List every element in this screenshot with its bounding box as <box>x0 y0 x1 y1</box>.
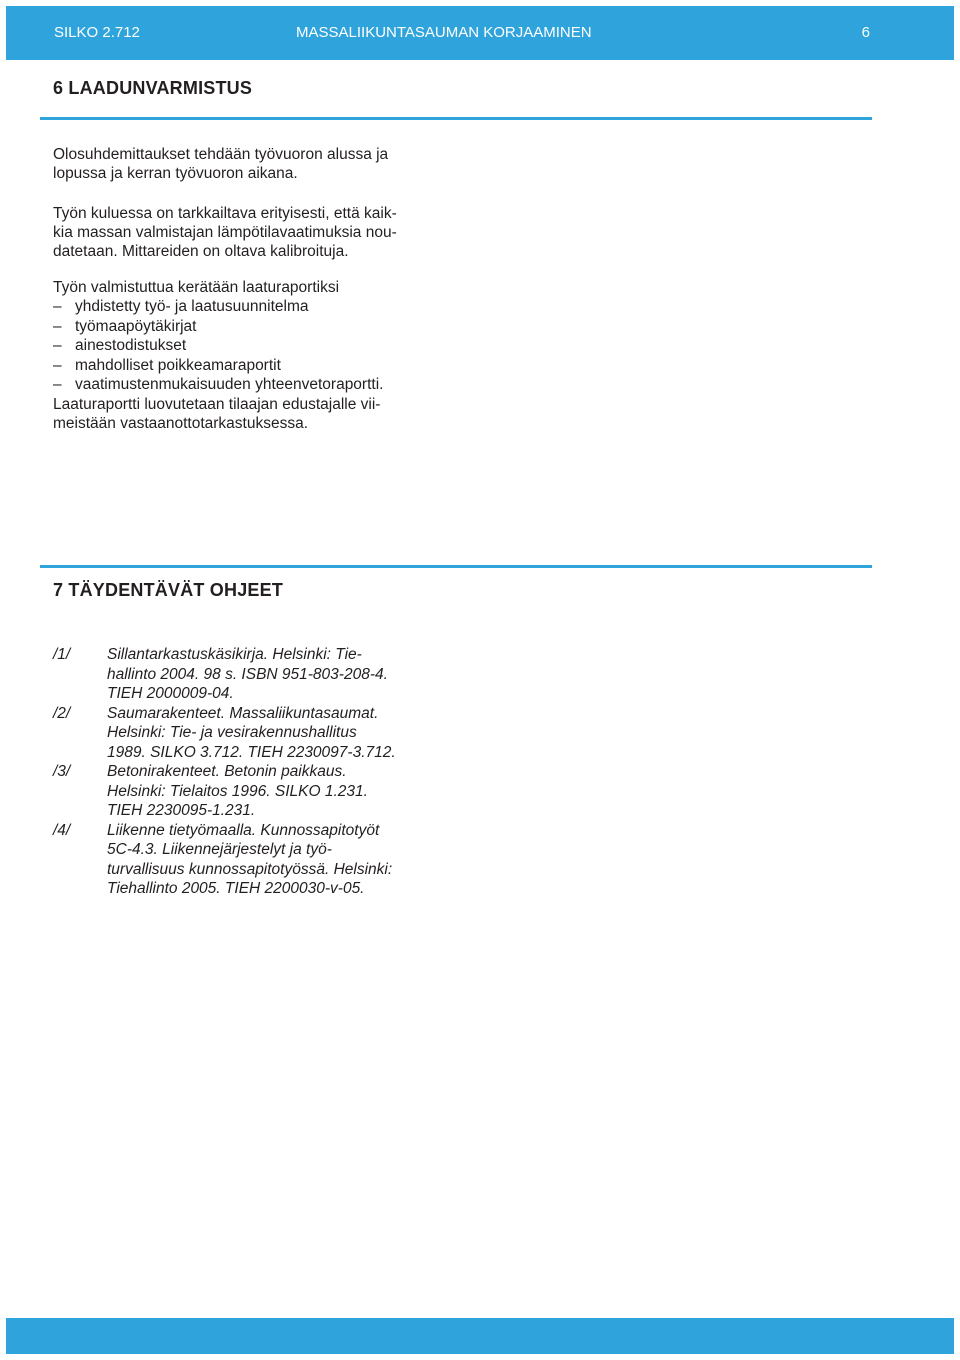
dash-bullet: – <box>53 337 62 354</box>
paragraph-line: Olosuhdemittaukset tehdään työvuoron alussa ja <box>53 146 389 163</box>
list-item <box>53 336 383 356</box>
dash-bullet: – <box>53 317 62 335</box>
section-divider <box>40 117 872 120</box>
list-item-text: yhdistetty työ- ja laatusuunnitelma <box>75 298 309 315</box>
reference-line: Helsinki: Tie- ja vesirakennushallitus <box>107 724 357 741</box>
reference-number: /1/ <box>53 646 71 663</box>
section-divider <box>40 565 872 568</box>
reference-line: TIEH 2000009-04. <box>107 685 234 702</box>
page-header-band <box>6 6 954 60</box>
paragraph-line: Työn kuluessa on tarkkailtava erityisesti, että kaik- <box>53 205 397 222</box>
list-item <box>53 356 383 376</box>
section-7-heading: 7 TÄYDENTÄVÄT OHJEET <box>53 580 284 600</box>
dash-bullet: – <box>53 298 62 315</box>
list-item <box>53 375 383 395</box>
reference-line: 5C-4.3. Liikennejärjestelyt ja työ- <box>107 841 332 858</box>
document-title: MASSALIIKUNTASAUMAN KORJAAMINEN <box>296 24 592 41</box>
reference-list <box>53 645 457 899</box>
list-item <box>53 297 383 317</box>
reference-line: Betonirakenteet. Betonin paikkaus. <box>107 763 347 780</box>
reference-line: TIEH 2230095-1.231. <box>107 802 256 819</box>
reference-item <box>53 645 457 704</box>
reference-line: Helsinki: Tielaitos 1996. SILKO 1.231. <box>107 782 368 800</box>
reference-line: turvallisuus kunnossapitotyössä. Helsinki: <box>107 860 393 878</box>
paragraph-line: kia massan valmistajan lämpötilavaatimuksia nou- <box>53 224 397 241</box>
reference-number: /2/ <box>53 704 71 722</box>
reference-line: 1989. SILKO 3.712. TIEH 2230097-3.712. <box>107 743 396 761</box>
paragraph-conditions <box>53 145 473 183</box>
list-item-text: mahdolliset poikkeamaraportit <box>75 356 281 374</box>
reference-item <box>53 762 457 821</box>
paragraph-report-handover <box>53 395 473 433</box>
list-item-text: työmaapöytäkirjat <box>75 317 197 335</box>
list-item <box>53 317 383 337</box>
paragraph-monitoring <box>53 204 473 261</box>
list-item-text: vaatimustenmukaisuuden yhteenvetoraportti. <box>75 376 384 393</box>
reference-number: /3/ <box>53 763 71 780</box>
paragraph-line: meistään vastaanottotarkastuksessa. <box>53 415 309 432</box>
list-item-text: ainestodistukset <box>75 337 187 354</box>
reference-line: hallinto 2004. 98 s. ISBN 951-803-208-4. <box>107 665 388 683</box>
section-6-heading: 6 LAADUNVARMISTUS <box>53 78 253 98</box>
paragraph-line: Laaturaportti luovutetaan tilaajan edustajalle vii- <box>53 396 381 413</box>
paragraph-line: datetaan. Mittareiden on oltava kalibroituja. <box>53 243 349 260</box>
paragraph-report-intro: Työn valmistuttua kerätään laaturaportiksi <box>53 279 340 296</box>
document-code: SILKO 2.712 <box>54 24 140 41</box>
reference-line: Tiehallinto 2005. TIEH 2200030-v-05. <box>107 880 365 897</box>
reference-line: Liikenne tietyömaalla. Kunnossapitotyöt <box>107 821 380 839</box>
reference-item <box>53 821 457 899</box>
reference-line: Saumarakenteet. Massaliikuntasaumat. <box>107 704 379 722</box>
reference-number: /4/ <box>53 821 71 839</box>
dash-bullet: – <box>53 356 62 374</box>
dash-bullet: – <box>53 376 62 393</box>
page-number: 6 <box>861 24 870 41</box>
reference-line: Sillantarkastuskäsikirja. Helsinki: Tie- <box>107 646 362 663</box>
paragraph-line: lopussa ja kerran työvuoron aikana. <box>53 165 298 182</box>
quality-report-list <box>53 297 383 395</box>
page-footer-band <box>6 1318 954 1354</box>
reference-item <box>53 704 457 763</box>
